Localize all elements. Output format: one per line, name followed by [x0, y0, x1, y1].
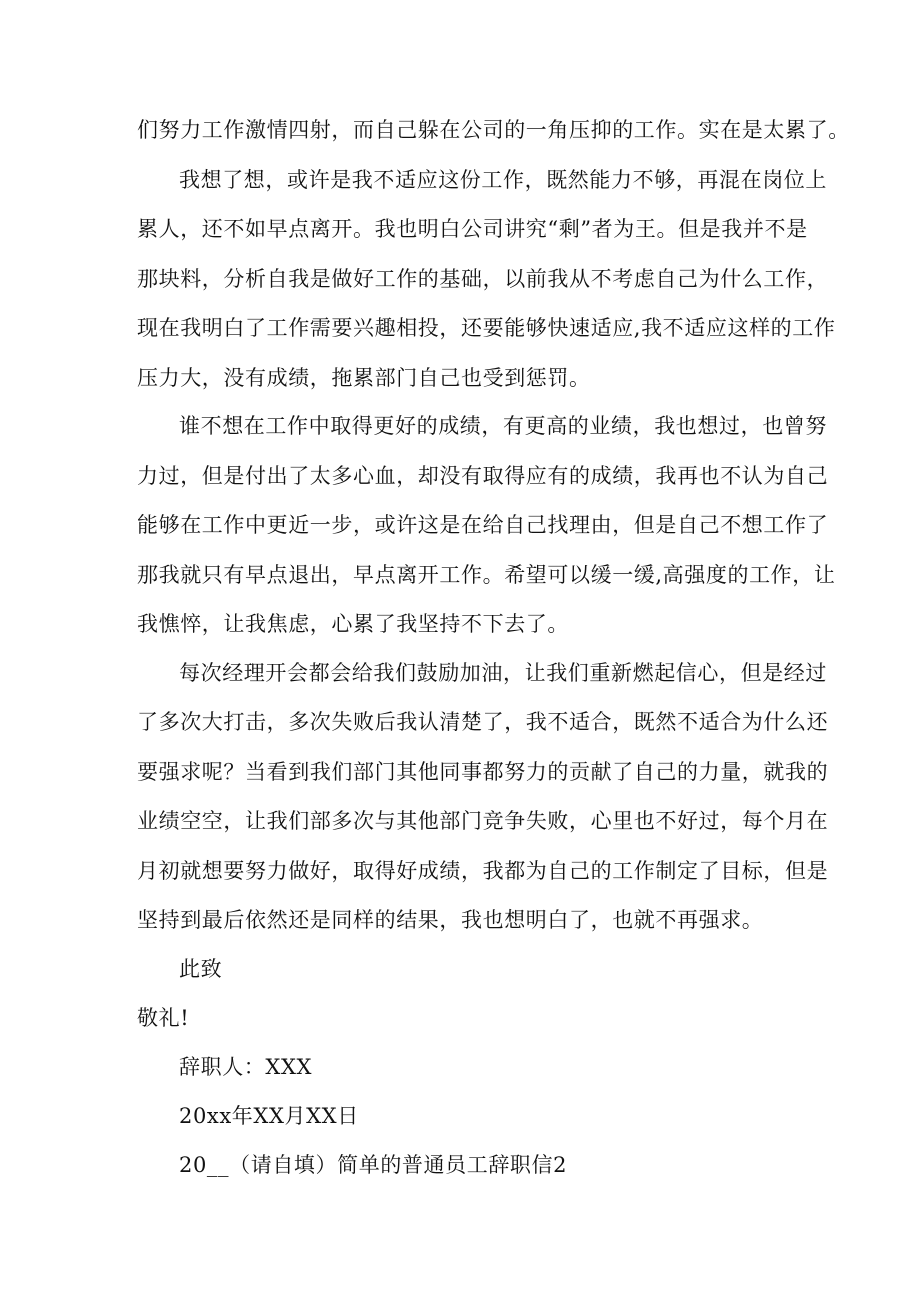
- paragraph-line: 力过，但是付出了太多心血，却没有取得应有的成绩，我再也不认为自己: [137, 464, 829, 488]
- paragraph-line: 我憔悴，让我焦虑，心累了我坚持不下去了。: [137, 612, 569, 636]
- paragraph-line: 累人，还不如早点离开。我也明白公司讲究“剩”者为王。但是我并不是: [137, 217, 808, 241]
- paragraph-line: 那块料，分析自我是做好工作的基础，以前我从不考虑自己为什么工作，: [137, 267, 829, 291]
- paragraph-line: 那我就只有早点退出，早点离开工作。希望可以缓一缓,高强度的工作，让: [137, 563, 836, 587]
- paragraph-line: 谁不想在工作中取得更好的成绩，有更高的业绩，我也想过，也曾努: [179, 414, 827, 438]
- paragraph-line: 们努力工作激情四射，而自己躲在公司的一角压抑的工作。实在是太累了。: [137, 118, 850, 142]
- paragraph-line: 月初就想要努力做好，取得好成绩，我都为自己的工作制定了目标，但是: [137, 859, 829, 883]
- paragraph-line: 了多次大打击，多次失败后我认清楚了，我不适合，既然不适合为什么还: [137, 710, 829, 734]
- paragraph-line: 能够在工作中更近一步，或许这是在给自己找理由，但是自己不想工作了: [137, 513, 829, 537]
- paragraph-line: 坚持到最后依然还是同样的结果，我也想明白了，也就不再强求。: [137, 908, 764, 932]
- paragraph-line: 要强求呢？当看到我们部门其他同事都努力的贡献了自己的力量，就我的: [137, 760, 829, 784]
- paragraph-line: 每次经理开会都会给我们鼓励加油，让我们重新燃起信心，但是经过: [179, 661, 827, 685]
- paragraph-line: 业绩空空，让我们部多次与其他部门竞争失败，心里也不好过，每个月在: [137, 809, 829, 833]
- signature-date: 20xx年XX月XX日: [179, 1104, 359, 1128]
- next-letter-title: 20__（请自填）简单的普通员工辞职信2: [179, 1153, 568, 1177]
- paragraph-line: 我想了想，或许是我不适应这份工作，既然能力不够，再混在岗位上: [179, 168, 827, 192]
- closing-salutation: 此致: [179, 957, 223, 981]
- paragraph-line: 现在我明白了工作需要兴趣相投，还要能够快速适应,我不适应这样的工作: [137, 316, 836, 340]
- closing-regards: 敬礼!: [137, 1006, 190, 1030]
- paragraph-line: 压力大，没有成绩，拖累部门自己也受到惩罚。: [137, 366, 591, 390]
- signature-name: 辞职人：XXX: [179, 1055, 313, 1079]
